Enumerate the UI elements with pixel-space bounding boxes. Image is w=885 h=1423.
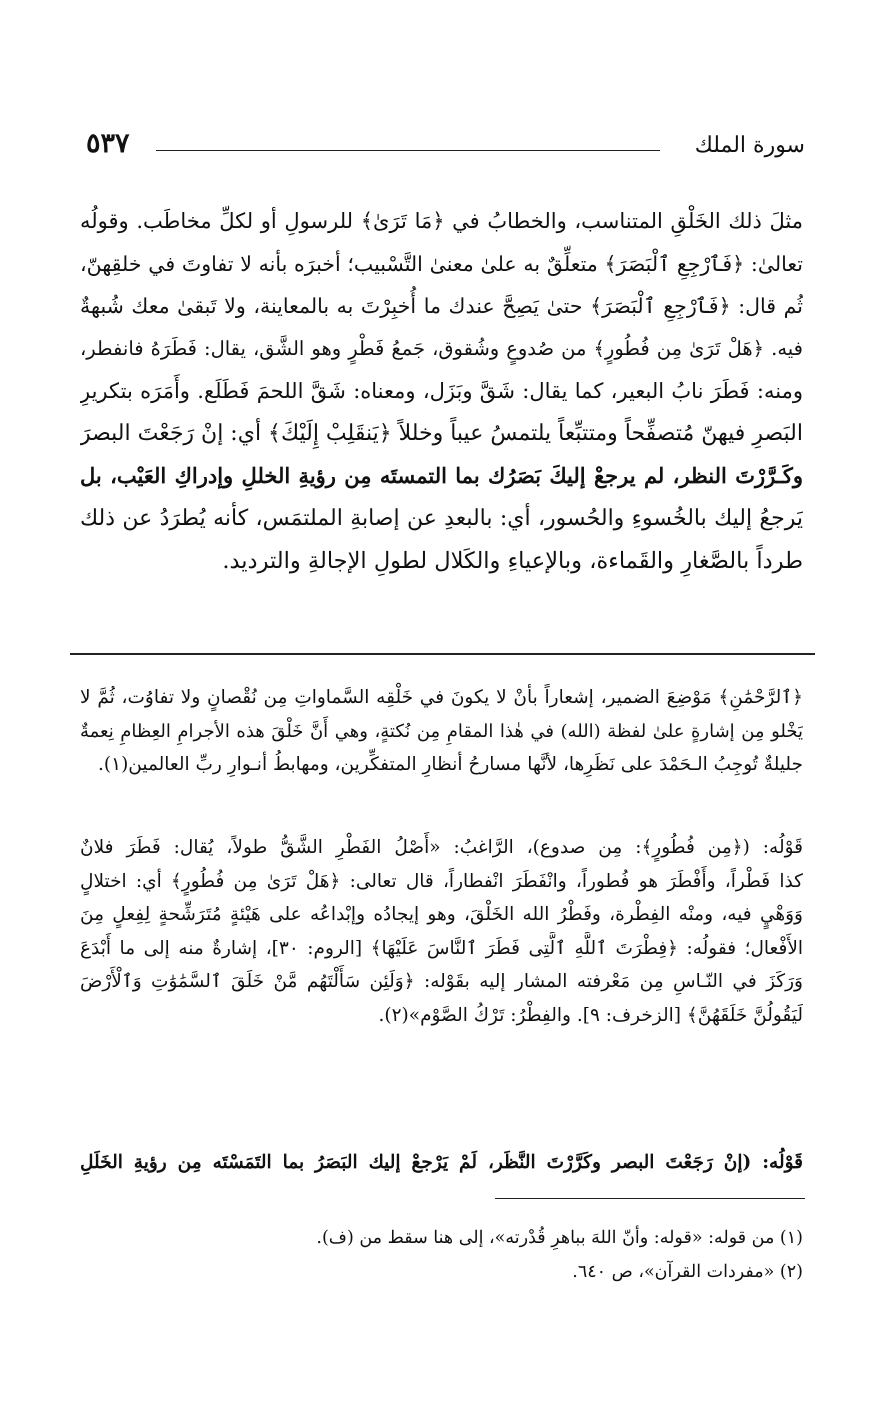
footnote: (٢) «مفردات القرآن»، ص ٦٤٠.	[572, 1262, 803, 1282]
text-line: ثُم قال: ﴿فَٱرْجِعِ ٱلْبَصَرَ﴾ حتىٰ يَصِحَّ عندك ما أُخبِرْتَ به بالمعاينة، ولا تَبقىٰ معك شُبهةٌ	[80, 294, 803, 318]
footnote-rule	[495, 1198, 805, 1199]
commentary-paragraph-2	[80, 831, 803, 1032]
commentary-line: جليلةٌ تُوجِبُ الـحَمْدَ على نَظَرِها، لأنَّها مسارحُ أنظارِ المتفكِّرين، ومهابطُ أنـوارِ ربِّ العالمين(١).	[98, 754, 803, 775]
header-rule	[156, 150, 660, 151]
page-number: ٥٣٧	[86, 128, 130, 159]
section-separator	[70, 653, 815, 655]
text-line: وكَـرَّرْتَ النظر، لم يرجعْ إليكَ بَصَرُك بما التمستَه مِن رؤيةِ الخللِ وإدراكِ العَيْب، بل	[80, 463, 803, 488]
commentary-line: كذا فَطْراً، وأَفْطَرَ هو فُطوراً، وانْفَطَرَ انْفطاراً، قال تعالى: ﴿هَلْ تَرَىٰ مِن فُطُورٍ﴾ أي: اختلالٍ	[80, 870, 803, 892]
text-line: البَصرِ فيهنّ مُتصفِّحاً ومتتبِّعاً يلتمسُ عيباً وخللاً ﴿يَنقَلِبْ إِلَيْكَ﴾ أي: إنْ رَجَعْتَ البصرَ	[80, 420, 803, 446]
surah-title: سورة الملك	[694, 133, 805, 158]
text-line: مثلَ ذلك الخَلْقِ المتناسب، والخطابُ في ﴿مَا تَرَىٰ﴾ للرسولِ أو لكلِّ مخاطَب. وقولُه	[80, 209, 803, 233]
text-line: فيه. ﴿هَلْ تَرَىٰ مِن فُطُورٍ﴾ من صُدوعٍ وشُقوق، جَمعُ فَطْرٍ وهو الشَّق، يقال: فَطَرَهُ فانفطر،	[80, 336, 803, 360]
commentary-line: وَوَهْيٍ فيه، ومنْه الفِطْرة، وفَطْرُ الله الخَلْقَ، وهو إيجادُه وإبْداعُه على هَيْئةٍ مُتَرَشِّحةٍ لِفِعلٍ مِنَ	[80, 904, 803, 925]
commentary-line: لَيَقُولُنَّ خَلَقَهُنَّ﴾ [الزخرف: ٩]. والفِطْرُ: تَرْكُ الصَّوْم»(٢).	[378, 1004, 803, 1026]
text-line: طرداً بالصَّغارِ والقَماءة، وبالإعياءِ والكَلال لطولِ الإجالةِ والترديد.	[222, 548, 803, 574]
commentary-line: ﴿ٱلرَّحْمَٰنِ﴾ مَوْضِعَ الضمير، إشعاراً بأنْ لا يكونَ في خَلْقِه السَّماواتِ مِن نُقْصانٍ ولا تفاوُت، ثُمَّ لا	[80, 687, 803, 708]
footnote: (١) من قوله: «قوله: وأنّ اللهَ بباهرِ قُدْرته»، إلى هنا سقط من (ف).	[316, 1228, 803, 1248]
commentary-line: الأَفْعال؛ فقولُه: ﴿فِطْرَتَ ٱللَّهِ ٱلَّتِى فَطَرَ ٱلنَّاسَ عَلَيْهَا﴾ [الروم: ٣٠]، إشارةٌ منه إلى ما أَبْدَعَ	[80, 937, 803, 959]
commentary-line: وَرَكَزَ في النّـاسِ مِن مَعْرفته المشار إليه بقَوْله: ﴿وَلَئِن سَأَلْتَهُم مَّنْ خَلَقَ ٱلسَّمَٰوَٰتِ وَٱلْأَرْضَ	[80, 971, 803, 992]
commentary-line: قَوْلُه: (﴿مِن فُطُورٍ﴾: مِن صدوع)، الرَّاغبُ: «أَصْلُ الفَطْرِ الشَّقُّ طولاً، يُقال: فَطَرَ فلانٌ	[80, 837, 803, 858]
text-line: تعالىٰ: ﴿فَٱرْجِعِ ٱلْبَصَرَ﴾ متعلِّقٌ به علىٰ معنىٰ التَّسْبيب؛ أخبرَه بأنه لا تفاوتَ في خلقِهنّ،	[80, 251, 803, 276]
page-header	[86, 126, 805, 166]
main-text	[80, 200, 803, 583]
commentary-paragraph-3	[80, 1143, 803, 1183]
commentary-line: قَوْلُه: (إنْ رَجَعْتَ البصر وكَرَّرْتَ النَّظَر، لَمْ يَرْجعْ إليك البَصَرُ بما التَمَسْتَه مِن رؤيةِ الخَلَلِ	[80, 1152, 803, 1173]
commentary-line: يَخْلو مِن إشارةٍ علىٰ لفظة (الله) في هٰذا المقامِ مِن نُكتةٍ، وهي أَنَّ خَلْقَ هذه الأجرامِ العِظامِ نِعمةٌ	[80, 720, 803, 742]
text-line: ومنه: فَطَرَ نابُ البعير، كما يقال: شَقَّ وبَزَل، ومعناه: شَقَّ اللحمَ فَطَلَع. وأَمَرَه بتكريرِ	[80, 379, 803, 403]
text-line: يَرجعُ إليك بالخُسوءِ والحُسور، أي: بالبعدِ عن إصابةِ الملتمَس، كأنه يُطرَدُ عن ذلك	[80, 505, 803, 531]
footnotes	[82, 1221, 803, 1289]
commentary-paragraph-1	[80, 681, 803, 782]
